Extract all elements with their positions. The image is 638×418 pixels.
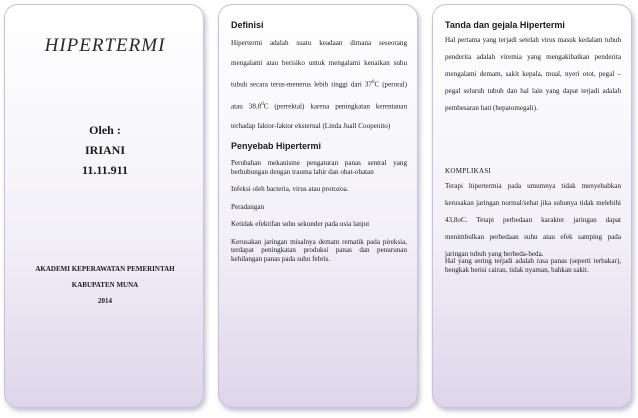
institution-name: AKADEMI KEPERAWATAN PEMERINTAH (35, 265, 175, 273)
definition-text-oral: (peroral) atau 38.8 (231, 80, 408, 111)
degree-unit-2: C (263, 102, 269, 111)
brochure-title: HIPERTERMI (44, 35, 166, 56)
cause-item: Perubahan mekanisme pengaturan panas sentral yang berhubungan dengan trauma lahir dan obat-obatan (231, 159, 407, 176)
cause-item: Peradangan (231, 202, 265, 211)
by-label: Oleh : (89, 123, 121, 137)
cover-panel (4, 4, 204, 408)
definition-text-part2: (perrektal) karena peningkatan kerentanan terhadap faktor-faktor eksternal (Linda Juall Coopenito) (231, 102, 407, 130)
definition-text-part1: Hipertermi adalah suatu keadaan dimana seseorang mengalami atau berisiko untuk mengalami kenaikan suhu tubuh secara terus-menerus lebih tinggi dari 37 (231, 39, 407, 89)
complications-text: Terapi hipertermia pada umumnya tidak menyebabkan kerusakan jaringan normal/sehat jika suhunya tidak melebihi 43,8oC. Tetapi perbedaan karakter jaringan dapat menimbulkan perbedaan suhu atau efek samping pada jaringan tubuh yang berbeda-beda. (445, 182, 621, 258)
degree-unit: C (374, 80, 380, 89)
definition-text (231, 34, 407, 136)
cause-item: Kerusakan jaringan misalnya demam rematik pada pireksia, terdapat peningkatan produksi panas dan penurunan kehilangan panas pada suhu febris. (231, 237, 407, 263)
regency-name: KABUPATEN MUNA (71, 281, 139, 289)
degree-sup: 0 (371, 80, 375, 85)
cause-item: Ketidak efektifan suhu sekunder pada usia lanjut (231, 220, 370, 228)
author-name: IRIANI (84, 143, 125, 157)
complications-heading: KOMPLIKASI (445, 167, 492, 175)
symptoms-text: Hal pertama yang terjadi setelah virus masuk kedalam tubuh penderita adalah viremia yang mengakibatkan penderita mengalami demam, sakit kepala, mual, nyeri otot, pegal – pegal seluruh tubuh dan hal lain yang dapat terjadi adalah pembesaran hati (hepatomegali). (445, 36, 621, 112)
definition-heading: Definisi (231, 20, 264, 30)
symptoms-complications-panel (432, 4, 632, 408)
causes-list (231, 159, 407, 272)
degree-sup-2: 0 (261, 101, 264, 107)
year-label: 2014 (98, 297, 112, 305)
definition-causes-panel (218, 4, 418, 408)
student-id: 11.11.911 (81, 163, 128, 177)
causes-heading: Penyebab Hipertermi (231, 141, 322, 151)
cause-item: Infeksi oleh bacteria, virus atau protozoa. (231, 185, 349, 193)
symptoms-heading: Tanda dan gejala Hipertermi (445, 20, 565, 30)
complications-text-2: Hal yang sering terjadi adalah rasa panas (seperti terbakar), bengkak berisi cairan, tidak nyaman, bahkan sakit. (445, 257, 621, 274)
